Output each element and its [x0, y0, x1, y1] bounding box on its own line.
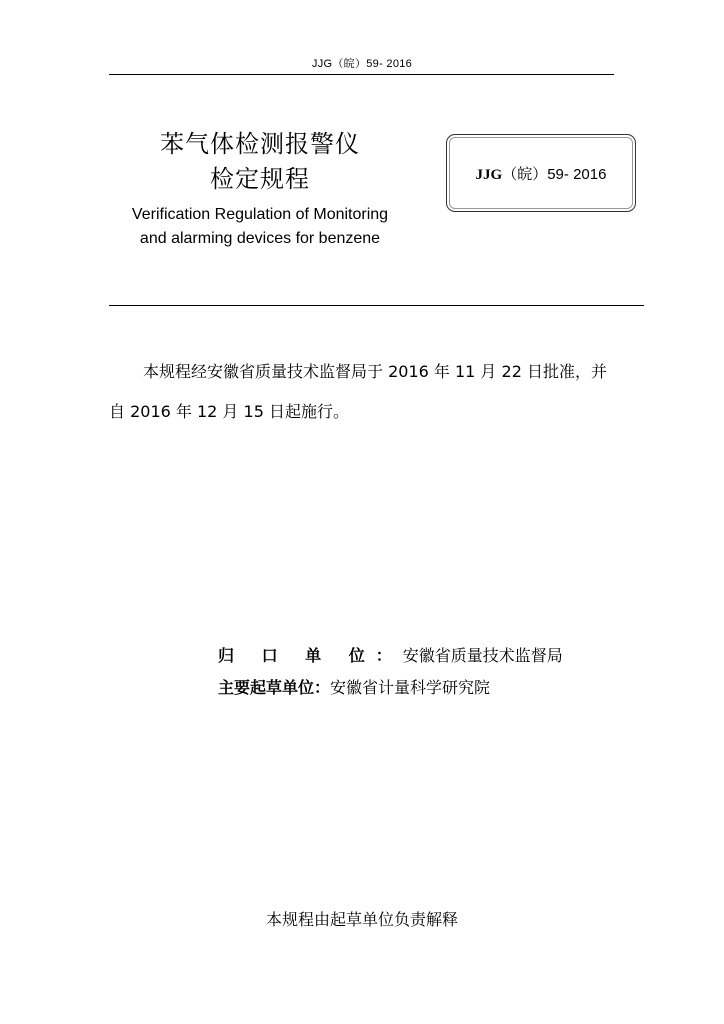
drafting-unit-label: 主要起草单位：: [218, 678, 331, 697]
section-rule: [109, 305, 644, 306]
header-rule: [109, 74, 614, 75]
standard-code-box: [446, 134, 636, 212]
standard-code-prefix: JJG: [475, 166, 503, 183]
standard-code: [476, 163, 607, 184]
drafting-unit-value: 安徽省计量科学研究院: [330, 678, 491, 697]
organization-block: [218, 640, 618, 704]
standard-code-rest: （皖）59- 2016: [502, 165, 607, 183]
responsible-unit-value: 安徽省质量技术监督局: [402, 646, 563, 665]
approval-line2: 自 2016 年 12 月 15 日起施行。: [109, 402, 349, 421]
title-english-line1: Verification Regulation of Monitoring: [131, 206, 389, 223]
title-english-line2: and alarming devices for benzene: [139, 230, 381, 247]
interpretation-note: 本规程由起草单位负责解释: [265, 910, 458, 929]
title-chinese-line1: 苯气体检测报警仪: [160, 130, 360, 158]
approval-paragraph: [109, 352, 629, 432]
approval-line1: 本规程经安徽省质量技术监督局于 2016 年 11 月 22 日批准，并: [143, 362, 607, 381]
title-block: [100, 128, 420, 198]
running-header: JJG（皖）59- 2016: [311, 58, 413, 70]
responsible-unit-row: [218, 640, 618, 672]
drafting-unit-row: [218, 672, 618, 704]
title-english: [100, 203, 420, 251]
responsible-unit-label: 归 口 单 位：: [218, 646, 403, 665]
title-chinese-line2: 检定规程: [210, 165, 310, 193]
